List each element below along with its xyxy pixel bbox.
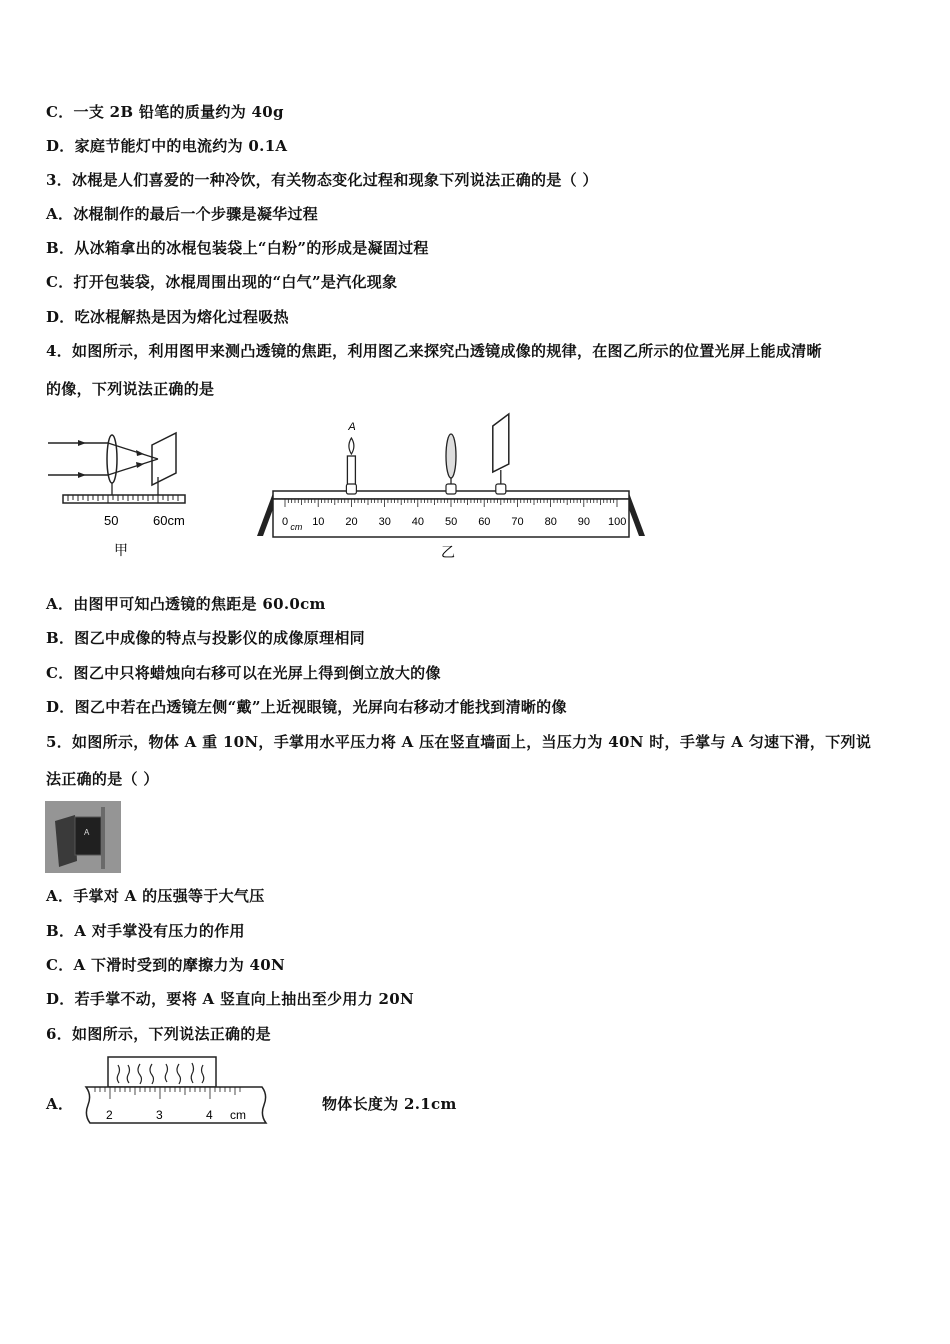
bench-tick-label-80: 80 [544, 516, 557, 528]
q5-stem-line1: 5．如图所示，物体 A 重 10N，手掌用水平压力将 A 压在竖直墙面上，当压力为 40N 时，手掌与 A 匀速下滑，下列说 [46, 733, 872, 751]
measured-object [108, 1057, 216, 1087]
candle-label: A [348, 421, 356, 433]
q3-option-a: A．冰棍制作的最后一个步骤是凝华过程 [46, 205, 319, 223]
bench-tick-label-40: 40 [411, 516, 425, 528]
q4-stem-line1: 4．如图所示，利用图甲来测凸透镜的焦距，利用图乙来探究凸透镜成像的规律，在图乙所示的位置光屏上能成清晰 [46, 342, 822, 360]
convex-lens [107, 435, 117, 483]
q5-option-d: D．若手掌不动，要将 A 竖直向上抽出至少用力 20N [46, 990, 414, 1008]
bench-tick-label-60: 60 [478, 516, 491, 528]
bench-tick-label-20: 20 [345, 516, 358, 528]
fig-yi-caption: 乙 [441, 544, 455, 560]
figure-jia-focal-length [48, 425, 198, 565]
q6-option-a-text: 物体长度为 2.1cm [322, 1095, 457, 1113]
bench-tick-label-100: 100 [608, 516, 627, 528]
q2-option-c: C．一支 2B 铅笔的质量约为 40g [46, 103, 284, 121]
ruler-tick-3: 3 [156, 1108, 163, 1122]
q2-option-d: D．家庭节能灯中的电流约为 0.1A [46, 137, 288, 155]
bench-tick-label-90: 90 [577, 516, 591, 528]
fig-jia-tick-60cm: 60cm [153, 513, 185, 528]
q5-option-c: C．A 下滑时受到的摩擦力为 40N [46, 956, 286, 974]
q4-option-b: B．图乙中成像的特点与投影仪的成像原理相同 [46, 629, 365, 647]
ruler-tick-4: 4 [206, 1108, 213, 1122]
ruler-tick-2: 2 [106, 1108, 113, 1122]
bench-tick-label-0: 0 [282, 516, 289, 528]
light-screen [493, 414, 509, 494]
bench-tick-label-70: 70 [511, 516, 524, 528]
q4-option-c: C．图乙中只将蜡烛向右移可以在光屏上得到倒立放大的像 [46, 664, 441, 682]
convex-lens [446, 434, 456, 494]
q5-option-a: A．手掌对 A 的压强等于大气压 [46, 887, 265, 905]
q3-option-c: C．打开包装袋，冰棍周围出现的“白气”是汽化现象 [46, 273, 398, 291]
bench-tick-label-30: 30 [378, 516, 391, 528]
bench-tick-label-10: 10 [312, 516, 325, 528]
q5-photo-hand-pressing-block [45, 801, 121, 873]
figure-yi-optical-bench [255, 408, 650, 563]
q4-option-a: A．由图甲可知凸透镜的焦距是 60.0cm [46, 595, 326, 613]
candle [346, 421, 356, 494]
q3-stem: 3．冰棍是人们喜爱的一种冷饮，有关物态变化过程和现象下列说法正确的是（ ） [46, 171, 598, 189]
ruler-unit: cm [230, 1108, 246, 1122]
q6-ruler-figure [80, 1055, 272, 1130]
fig-jia-caption: 甲 [114, 542, 128, 558]
light-screen [152, 433, 176, 485]
q3-option-b: B．从冰箱拿出的冰棍包装袋上“白粉”的形成是凝固过程 [46, 239, 429, 257]
bench-unit-label: cm [290, 522, 303, 532]
q5-stem-line2: 法正确的是（ ） [46, 770, 159, 788]
q4-option-d: D．图乙中若在凸透镜左侧“戴”上近视眼镜，光屏向右移动才能找到清晰的像 [46, 698, 567, 716]
q3-option-d: D．吃冰棍解热是因为熔化过程吸热 [46, 308, 289, 326]
fig-jia-tick-50: 50 [104, 513, 119, 528]
q5-photo-label: A [84, 828, 90, 837]
q5-option-b: B．A 对手掌没有压力的作用 [46, 922, 245, 940]
q6-stem: 6．如图所示，下列说法正确的是 [46, 1025, 271, 1043]
q4-stem-line2: 的像，下列说法正确的是 [46, 380, 215, 398]
bench-tick-label-50: 50 [445, 516, 458, 528]
q6-option-a-prefix: A． [46, 1095, 74, 1113]
